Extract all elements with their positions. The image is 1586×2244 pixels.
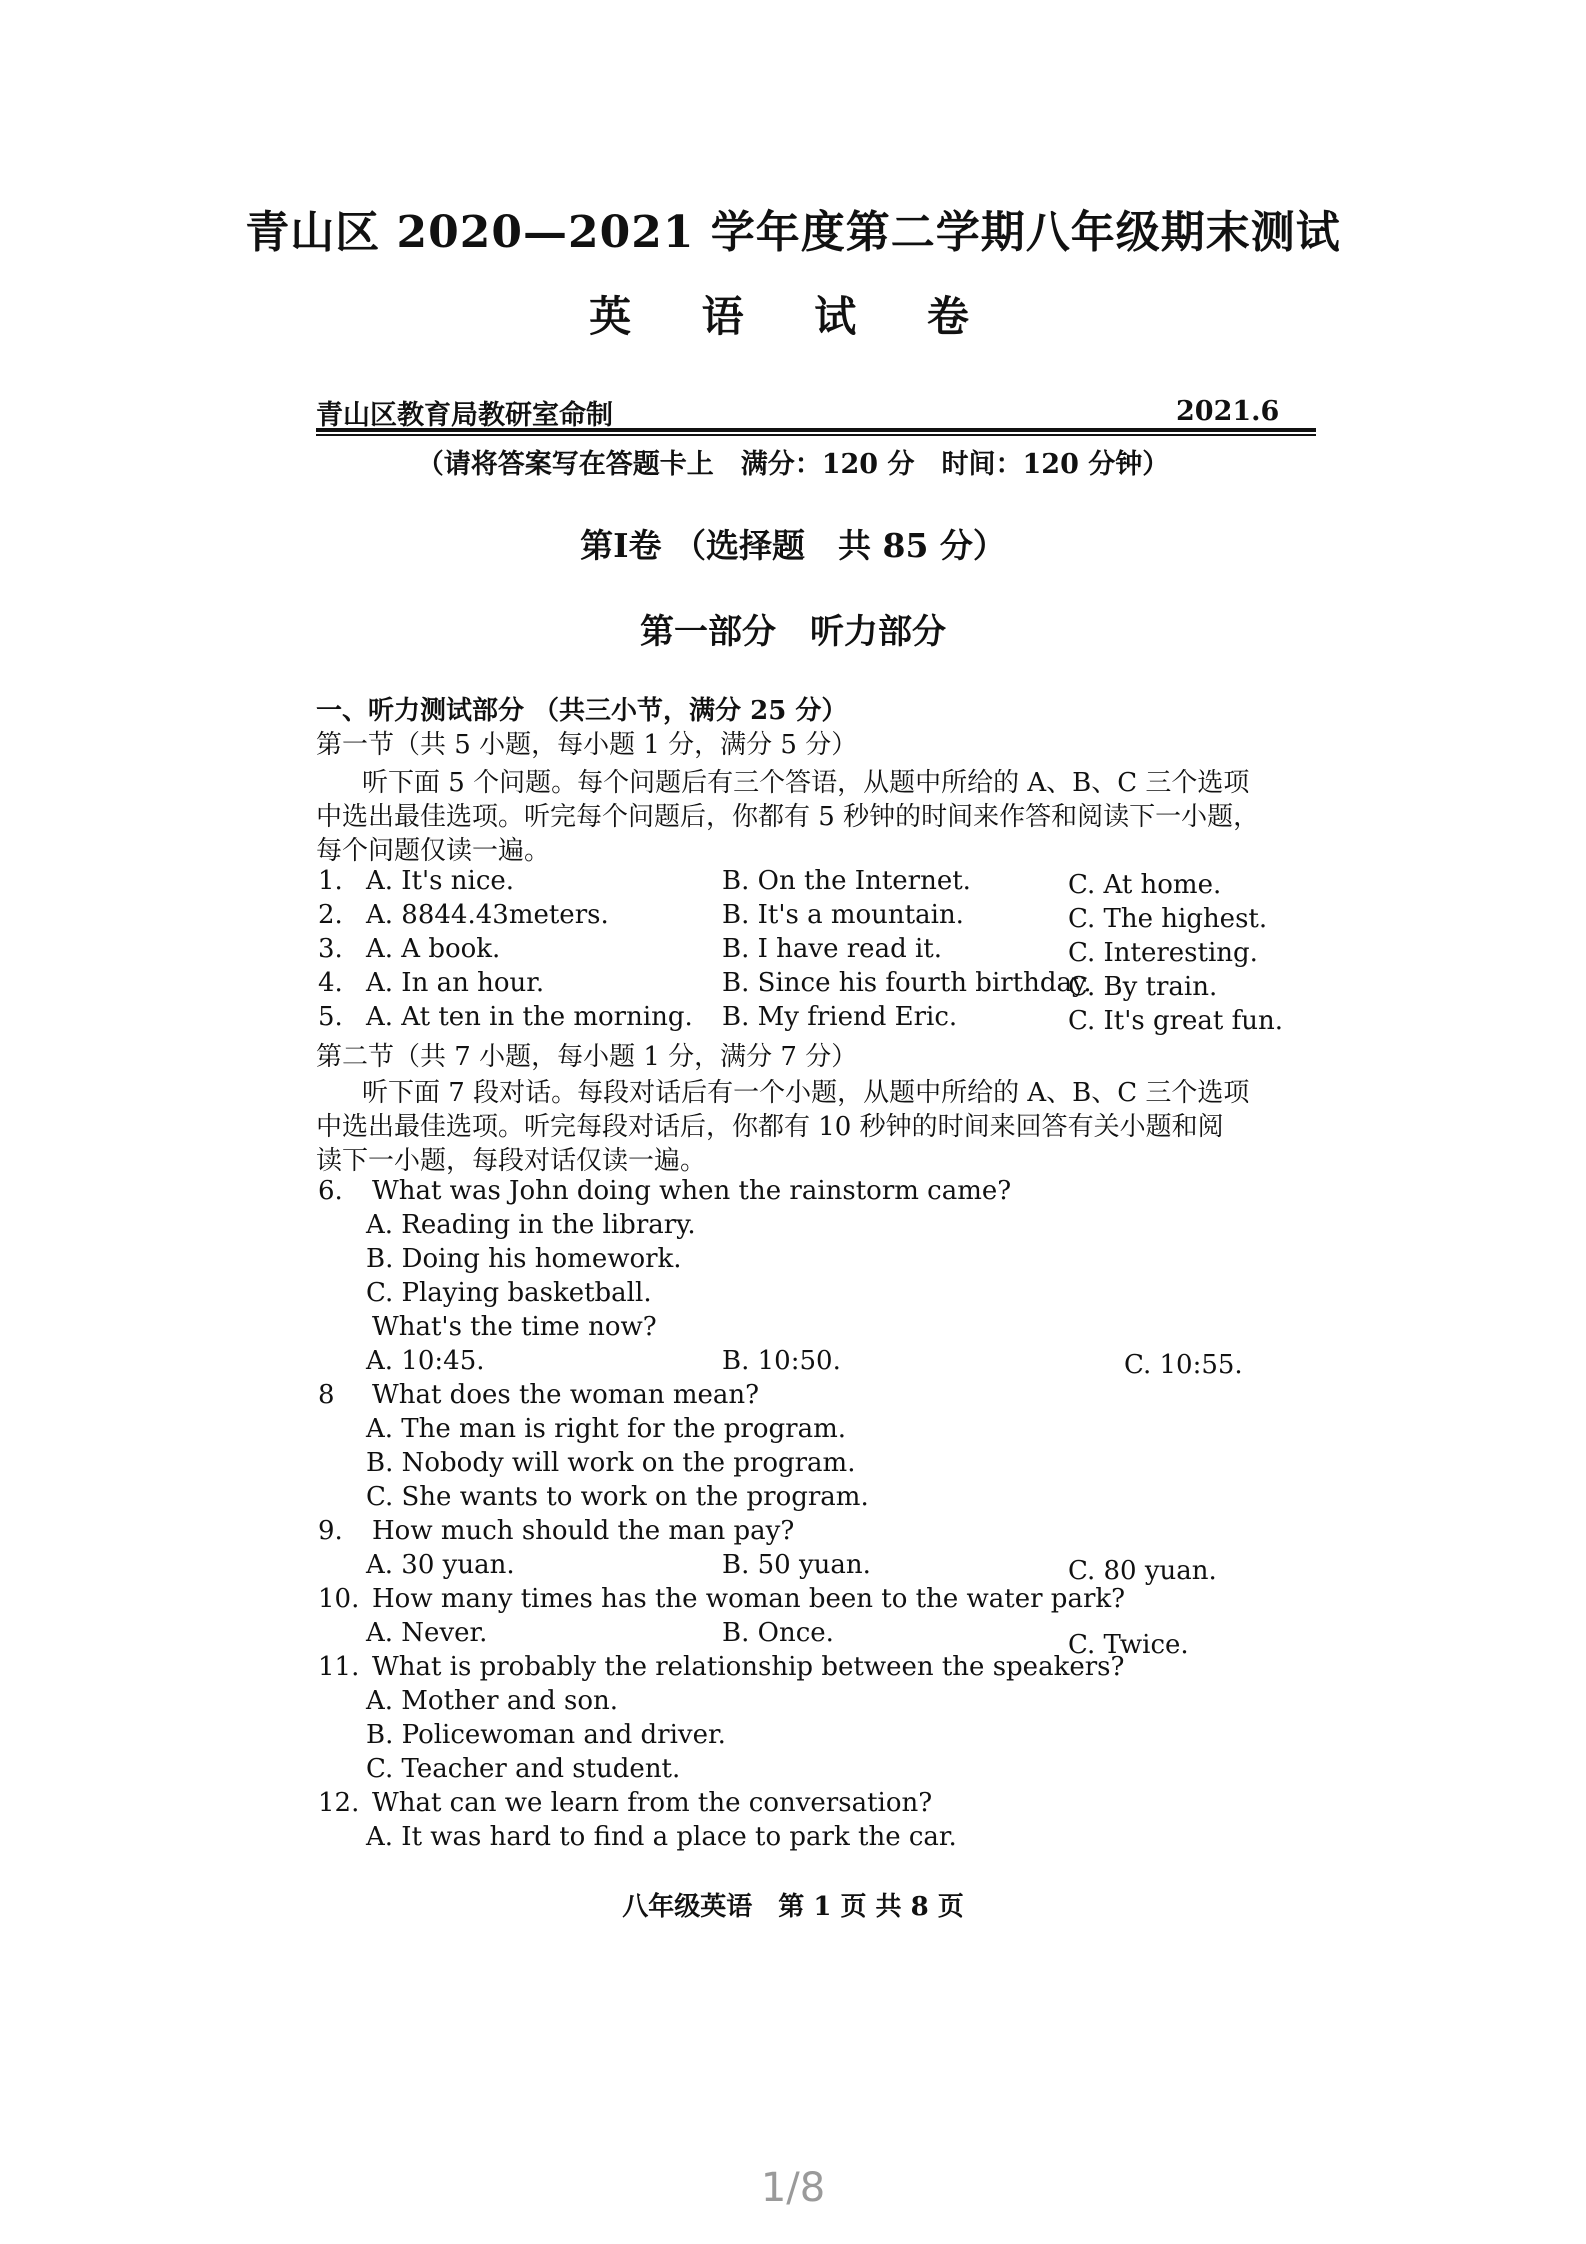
exam-note: （请将答案写在答题卡上 满分：120 分 时间：120 分钟） — [416, 449, 1170, 480]
exam-date: 2021.6 — [1176, 396, 1280, 427]
option-a: A. 10:45. — [366, 1346, 485, 1376]
option-c: C. 10:55. — [1124, 1350, 1243, 1380]
question-number: 11. — [318, 1652, 360, 1682]
question-number: 9. — [318, 1516, 343, 1546]
question-text: What's the time now? — [372, 1312, 657, 1342]
section2-instruction-line: 读下一小题，每段对话仅读一遍。 — [316, 1146, 707, 1176]
page-footer: 八年级英语 第 1 页 共 8 页 — [622, 1892, 964, 1922]
option-a: A. Mother and son. — [366, 1686, 619, 1716]
page-indicator: 1/8 — [760, 2165, 826, 2211]
option-b: B. Once. — [722, 1618, 834, 1648]
option-b: B. Policewoman and driver. — [366, 1720, 726, 1750]
header-rule — [316, 428, 1316, 432]
exam-title: 青山区 2020—2021 学年度第二学期八年级期末测试 — [245, 207, 1341, 258]
option-c: C. At home. — [1068, 870, 1222, 900]
section1-instruction-line: 每个问题仅读一遍。 — [316, 836, 551, 866]
option-c: C. Teacher and student. — [366, 1754, 681, 1784]
option-a: A. It was hard to find a place to park the car. — [366, 1822, 957, 1852]
option-a: A. Reading in the library. — [366, 1210, 696, 1240]
option-a: A. 30 yuan. — [366, 1550, 515, 1580]
option-c: C. By train. — [1068, 972, 1218, 1002]
option-b: B. Since his fourth birthday. — [722, 968, 1092, 998]
question-text: How many times has the woman been to the water park? — [372, 1584, 1126, 1614]
option-a: A. Never. — [366, 1618, 488, 1648]
question-number: 10. — [318, 1584, 360, 1614]
option-a: A. A book. — [366, 934, 501, 964]
question-number: 8 — [318, 1380, 335, 1410]
option-c: C. The highest. — [1068, 904, 1268, 934]
option-b: B. Nobody will work on the program. — [366, 1448, 856, 1478]
section1-instruction-line: 中选出最佳选项。听完每个问题后，你都有 5 秒钟的时间来作答和阅读下一小题， — [316, 802, 1260, 832]
question-number: 2. — [318, 900, 343, 930]
question-number: 3. — [318, 934, 343, 964]
question-number: 12. — [318, 1788, 360, 1818]
question-text: What is probably the relationship between the speakers? — [372, 1652, 1125, 1682]
option-c: C. She wants to work on the program. — [366, 1482, 869, 1512]
option-b: B. I have read it. — [722, 934, 943, 964]
question-number: 6. — [318, 1176, 343, 1206]
question-text: What can we learn from the conversation? — [372, 1788, 933, 1818]
question-text: How much should the man pay? — [372, 1516, 795, 1546]
question-number: 1. — [318, 866, 343, 896]
section2-heading: 第二节（共 7 小题，每小题 1 分，满分 7 分） — [316, 1042, 858, 1072]
option-c: C. Twice. — [1068, 1630, 1189, 1660]
question-text: What was John doing when the rainstorm came? — [372, 1176, 1012, 1206]
option-b: B. 50 yuan. — [722, 1550, 871, 1580]
section1-heading: 第一节（共 5 小题，每小题 1 分，满分 5 分） — [316, 730, 858, 760]
section2-instruction-line: 听下面 7 段对话。每段对话后有一个小题，从题中所给的 A、B、C 三个选项 — [362, 1078, 1250, 1108]
option-b: B. It's a mountain. — [722, 900, 964, 930]
header-rule-thin — [316, 434, 1316, 436]
option-c: C. It's great fun. — [1068, 1006, 1284, 1036]
issuer: 青山区教育局教研室命制 — [316, 400, 613, 431]
part-title: 第一部分 听力部分 — [640, 612, 946, 652]
exam-subtitle: 英 语 试 卷 — [589, 292, 997, 341]
option-a: A. In an hour. — [366, 968, 545, 998]
option-a: A. 8844.43meters. — [366, 900, 609, 930]
option-b: B. My friend Eric. — [722, 1002, 958, 1032]
question-number: 4. — [318, 968, 343, 998]
option-a: A. At ten in the morning. — [366, 1002, 693, 1032]
option-a: A. The man is right for the program. — [366, 1414, 847, 1444]
volume-title: 第Ⅰ卷 （选择题 共 85 分） — [580, 526, 1006, 565]
question-number: 5. — [318, 1002, 343, 1032]
section2-instruction-line: 中选出最佳选项。听完每段对话后，你都有 10 秒钟的时间来回答有关小题和阅 — [316, 1112, 1224, 1142]
option-b: B. On the Internet. — [722, 866, 971, 896]
option-b: B. 10:50. — [722, 1346, 841, 1376]
option-c: C. Interesting. — [1068, 938, 1258, 968]
section1-instruction-line: 听下面 5 个问题。每个问题后有三个答语，从题中所给的 A、B、C 三个选项 — [362, 768, 1250, 798]
option-b: B. Doing his homework. — [366, 1244, 682, 1274]
option-a: A. It's nice. — [366, 866, 515, 896]
question-text: What does the woman mean? — [372, 1380, 760, 1410]
option-c: C. 80 yuan. — [1068, 1556, 1217, 1586]
option-c: C. Playing basketball. — [366, 1278, 652, 1308]
listening-heading: 一、听力测试部分 （共三小节，满分 25 分） — [316, 696, 848, 726]
